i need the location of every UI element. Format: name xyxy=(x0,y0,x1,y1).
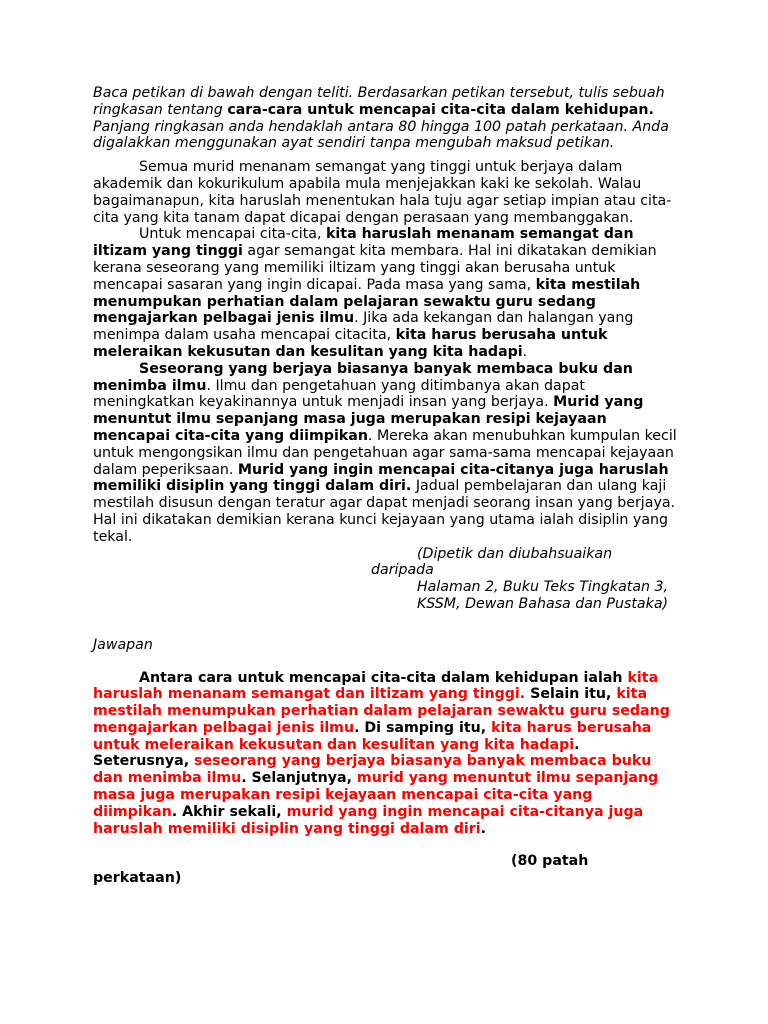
answer-key-point: murid yang menuntut ilmu sepanjang masa juga merupakan resipi kejayaan mencapai cita-cita yang diimpikan xyxy=(93,770,659,820)
document-page xyxy=(93,85,678,887)
instruction-text: Baca petikan di bawah dengan teliti. Berdasarkan petikan tersebut, tulis sebuah ringkasan tentang xyxy=(93,85,665,118)
instruction-topic: cara-cara untuk mencapai cita-cita dalam kehidupan. xyxy=(227,101,654,118)
answer-text: . Di samping itu, xyxy=(354,719,492,736)
word-count-line-2: perkataan) xyxy=(93,870,182,887)
answer-key-point: seseorang yang berjaya biasanya banyak membaca buku dan menimba ilmu xyxy=(93,753,652,787)
answer-text: Antara cara untuk mencapai cita-cita dalam kehidupan ialah xyxy=(139,669,628,686)
bold-key-point: Murid yang menuntut ilmu sepanjang masa juga merupakan resipi kejayaan mencapai cita-cita yang diimpikan xyxy=(93,394,644,444)
source-citation-line-2: daripada xyxy=(371,562,434,579)
answer-key-point: kita mestilah menumpukan perhatian dalam pelajaran sewaktu guru sedang mengajarkan pelbagai jenis ilmu xyxy=(93,686,670,736)
source-citation-line-3: Halaman 2, Buku Teks Tingkatan 3, KSSM, Dewan Bahasa dan Pustaka) xyxy=(417,579,669,612)
word-count-line-1: (80 patah xyxy=(511,853,589,870)
passage-text: agar semangat kita membara. Hal ini dikatakan demikian kerana seseorang yang memiliki iltizam yang tinggi akan berusaha untuk mencapai sasaran yang ingin dicapai. Pada masa yang sama, xyxy=(93,243,657,293)
answer-label: Jawapan xyxy=(93,636,153,653)
passage-text: Untuk mencapai cita-cita, xyxy=(139,226,326,243)
answer-key-point: kita haruslah menanam semangat dan iltizam yang tinggi. xyxy=(93,669,659,703)
passage-text: . Jika ada kekangan dan halangan yang menimpa dalam usaha mencapai citacita, xyxy=(93,310,634,344)
passage-text: . Mereka akan menubuhkan kumpulan kecil untuk mengongsikan ilmu dan pengetahuan agar sama-sama mencapai kejayaan dalam peperiksaan. xyxy=(93,427,677,478)
bold-key-point: Murid yang ingin mencapai cita-citanya juga haruslah memiliki disiplin yang tinggi dalam diri. xyxy=(93,461,669,495)
passage-text: . Ilmu dan pengetahuan yang ditimbanya akan dapat meningkatkan keyakinannya untuk menjadi insan yang berjaya. xyxy=(93,377,585,411)
bold-key-point: kita harus berusaha untuk meleraikan kekusutan dan kesulitan yang kita hadapi xyxy=(93,327,608,360)
passage-paragraph-3 xyxy=(93,361,678,546)
answer-key-point: murid yang ingin mencapai cita-citanya juga haruslah memiliki disiplin yang tinggi dalam diri xyxy=(93,803,644,837)
passage-text: . xyxy=(522,343,528,360)
answer-text: . Selanjutnya, xyxy=(241,770,357,787)
answer-paragraph xyxy=(93,670,678,838)
answer-text: . xyxy=(480,820,486,837)
passage-text: Jadual pembelajaran dan ulang kaji mestilah disusun dengan teratur agar dapat menjadi seorang insan yang berjaya. Hal ini dikatakan demikian kerana kunci kejayaan yang utama ialah disiplin yang tekal. xyxy=(93,478,676,545)
instruction-text-2: Panjang ringkasan anda hendaklah antara 80 hingga 100 patah perkataan. Anda digalakkan menggunakan ayat sendiri tanpa mengubah maksud petikan. xyxy=(93,118,669,152)
answer-key-point: kita harus berusaha untuk meleraikan kekusutan dan kesulitan yang kita hadapi xyxy=(93,719,652,753)
instruction-paragraph xyxy=(93,85,678,152)
answer-text: Selain itu, xyxy=(525,686,617,703)
passage-paragraph-1: Semua murid menanam semangat yang tinggi untuk berjaya dalam akademik dan kokurikulum apabila mula menjejakkan kaki ke sekolah. Walau bagaimanapun, kita haruslah menentukan hala tuju agar setiap impian atau cita-cita yang kita tanam dapat dicapai dengan perasaan yang membanggakan. xyxy=(93,159,672,226)
bold-key-point: kita haruslah menanam semangat dan iltizam yang tinggi xyxy=(93,226,634,260)
bold-key-point: Seseorang yang berjaya biasanya banyak membaca buku dan menimba ilmu xyxy=(93,360,633,394)
source-citation-line-1: (Dipetik dan diubahsuaikan xyxy=(417,545,613,562)
passage-paragraph-2 xyxy=(93,226,678,360)
bold-key-point: kita mestilah menumpukan perhatian dalam pelajaran sewaktu guru sedang mengajarkan pelbagai jenis ilmu xyxy=(93,276,641,327)
answer-text: . Seterusnya, xyxy=(93,736,580,770)
answer-text: . Akhir sekali, xyxy=(171,803,287,820)
